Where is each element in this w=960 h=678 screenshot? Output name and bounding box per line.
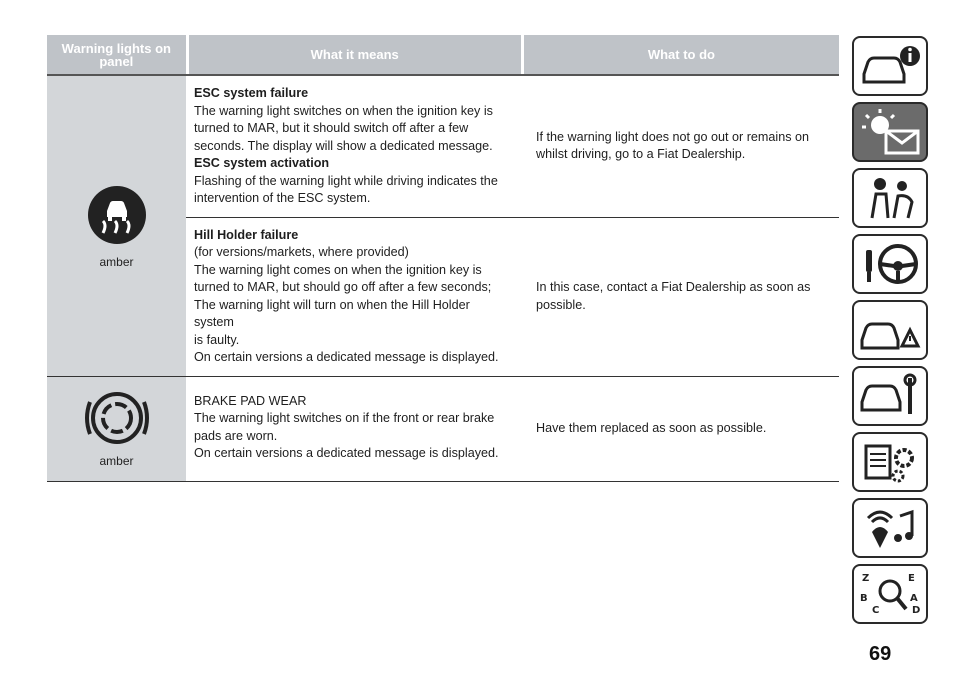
warning-light-message-icon bbox=[858, 107, 922, 157]
multimedia-icon bbox=[858, 504, 922, 552]
esc-skid-icon bbox=[85, 183, 149, 247]
icon-color-label: amber bbox=[99, 254, 134, 269]
meaning-line: is faulty. bbox=[194, 332, 240, 347]
svg-text:C: C bbox=[872, 605, 880, 616]
svg-text:E: E bbox=[908, 573, 915, 584]
table-header bbox=[47, 35, 839, 76]
warning-light-cell bbox=[47, 377, 186, 481]
meaning-title: BRAKE PAD WEAR bbox=[194, 393, 307, 408]
action-cell bbox=[521, 76, 839, 217]
action-line: whilst driving, go to a Fiat Dealership. bbox=[536, 147, 746, 162]
table-row bbox=[186, 377, 839, 481]
car-maintenance-icon bbox=[858, 372, 922, 420]
tab-warning-lights[interactable] bbox=[852, 102, 928, 162]
car-info-icon bbox=[858, 42, 922, 90]
tab-maintenance[interactable] bbox=[852, 366, 928, 426]
meaning-line: seconds. The display will show a dedicated message. bbox=[194, 138, 493, 153]
emergency-car-icon bbox=[858, 306, 922, 354]
tab-index[interactable] bbox=[852, 564, 928, 624]
table-row-group-brake bbox=[47, 377, 839, 482]
index-search-icon bbox=[858, 569, 922, 619]
tab-multimedia[interactable] bbox=[852, 498, 928, 558]
action-line: Have them replaced as soon as possible. bbox=[536, 420, 767, 435]
svg-text:D: D bbox=[912, 605, 921, 616]
table-row-group-esc bbox=[47, 76, 839, 377]
meaning-cell bbox=[186, 76, 521, 217]
specs-gear-icon bbox=[858, 438, 922, 486]
tab-car-info[interactable] bbox=[852, 36, 928, 96]
icon-color-label: amber bbox=[99, 453, 134, 468]
meaning-line: turned to MAR, but it should switch off after a few bbox=[194, 121, 469, 135]
header-warning-lights: Warning lights on panel bbox=[47, 35, 186, 74]
meaning-line: pads are worn. bbox=[194, 428, 278, 443]
steering-key-icon bbox=[858, 240, 922, 288]
meaning-cell bbox=[186, 377, 521, 481]
action-line: possible. bbox=[536, 297, 586, 312]
svg-text:Z: Z bbox=[862, 573, 870, 584]
meaning-cell bbox=[186, 218, 521, 376]
action-line: In this case, contact a Fiat Dealership as soon as bbox=[536, 280, 811, 294]
meaning-title: ESC system activation bbox=[194, 156, 330, 170]
meaning-line: turned to MAR, but should go off after a few seconds; bbox=[194, 280, 492, 294]
meaning-line: On certain versions a dedicated message is displayed. bbox=[194, 446, 499, 460]
table-row bbox=[186, 217, 839, 376]
meaning-line: intervention of the ESC system. bbox=[194, 191, 371, 205]
page-number: 69 bbox=[869, 643, 892, 665]
action-cell bbox=[521, 377, 839, 481]
header-what-to-do: What to do bbox=[524, 35, 839, 74]
meaning-title: ESC system failure bbox=[194, 86, 309, 100]
svg-text:A: A bbox=[910, 593, 918, 604]
action-line: If the warning light does not go out or remains on bbox=[536, 129, 810, 144]
warning-light-cell bbox=[47, 76, 186, 376]
meaning-line: (for versions/markets, where provided) bbox=[194, 245, 409, 259]
action-cell bbox=[521, 218, 839, 376]
meaning-line: On certain versions a dedicated message is displayed. bbox=[194, 350, 499, 364]
warning-lights-table bbox=[47, 35, 839, 482]
table-row bbox=[186, 76, 839, 217]
meaning-title: Hill Holder failure bbox=[194, 227, 299, 242]
meaning-line: The warning light comes on when the ignition key is bbox=[194, 262, 482, 277]
meaning-line: Flashing of the warning light while driving indicates the bbox=[194, 173, 498, 188]
meaning-line: The warning light switches on when the ignition key is bbox=[194, 103, 493, 118]
tab-technical-specs[interactable] bbox=[852, 432, 928, 492]
header-what-it-means: What it means bbox=[189, 35, 521, 74]
tab-emergency[interactable] bbox=[852, 300, 928, 360]
tab-starting-driving[interactable] bbox=[852, 234, 928, 294]
svg-text:B: B bbox=[860, 593, 868, 604]
meaning-line: The warning light will turn on when the Hill Holder system bbox=[194, 297, 470, 329]
brake-pad-icon bbox=[84, 390, 150, 446]
tab-safety[interactable] bbox=[852, 168, 928, 228]
meaning-line: The warning light switches on if the front or rear brake bbox=[194, 411, 495, 425]
safety-seat-icon bbox=[858, 174, 922, 222]
chapter-tabs bbox=[852, 36, 928, 630]
